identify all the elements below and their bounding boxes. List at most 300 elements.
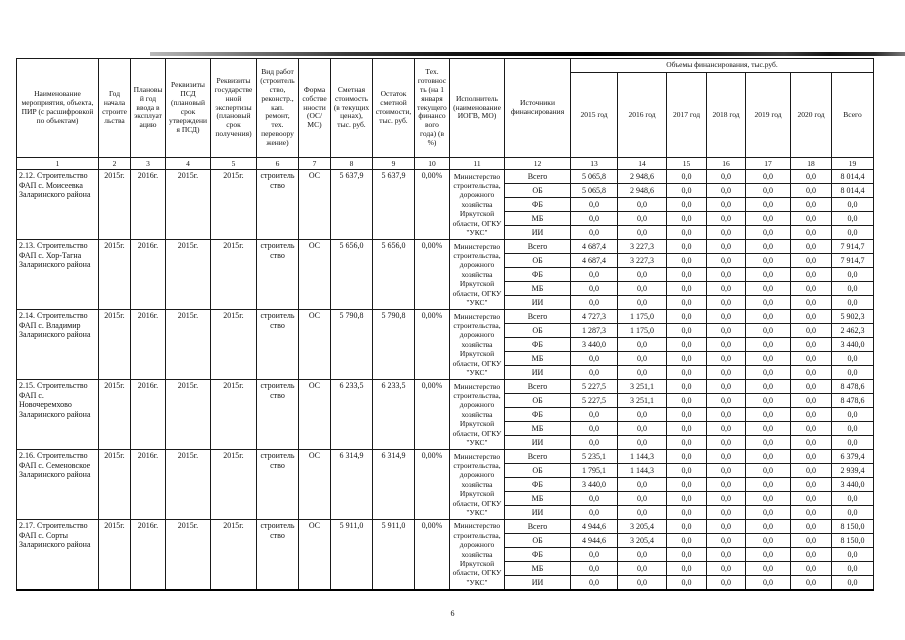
cell-funding-value: 0,0	[791, 562, 832, 576]
cell-funding-value: 0,0	[832, 282, 874, 296]
cell-funding-value: 0,0	[746, 408, 791, 422]
cell-funding-value: 0,0	[791, 310, 832, 324]
cell-funding-value: 0,0	[667, 170, 707, 184]
cell-funding-value: 0,0	[832, 226, 874, 240]
cell-funding-value: 0,0	[667, 282, 707, 296]
cell-funding-value: 0,0	[746, 170, 791, 184]
cell-year-start: 2015г.	[99, 380, 131, 450]
cell-funding-value: 0,0	[707, 394, 746, 408]
cell-funding-value: 0,0	[707, 576, 746, 590]
cell-funding-value: 3 440,0	[832, 478, 874, 492]
cell-funding-value: 0,0	[707, 450, 746, 464]
cell-funding-value: 3 251,1	[618, 394, 667, 408]
cell-funding-value: 0,0	[571, 296, 618, 310]
cell-funding-value: 0,0	[746, 576, 791, 590]
cell-funding-value: 0,0	[791, 282, 832, 296]
cell-name: 2.12. Строительство ФАП с. Моисеевка Заларинского района	[17, 170, 99, 240]
cell-funding-source: МБ	[505, 422, 571, 436]
cell-funding-value: 0,0	[707, 506, 746, 520]
cell-funding-value: 0,0	[791, 380, 832, 394]
col-number: 18	[791, 158, 832, 170]
cell-work-type: строительство	[257, 450, 299, 520]
cell-year-start: 2015г.	[99, 170, 131, 240]
cell-funding-value: 0,0	[832, 576, 874, 590]
cell-funding-value: 0,0	[791, 226, 832, 240]
cell-funding-value: 0,0	[618, 562, 667, 576]
cell-funding-value: 0,0	[832, 562, 874, 576]
financing-band-header: Объемы финансирования, тыс.руб.	[571, 59, 874, 73]
col-number: 17	[746, 158, 791, 170]
cell-funding-value: 0,0	[667, 212, 707, 226]
cell-funding-value: 0,0	[618, 198, 667, 212]
cell-funding-value: 0,0	[707, 184, 746, 198]
cell-estimated-cost: 6 314,9	[331, 450, 373, 520]
cell-ownership: ОС	[299, 310, 331, 380]
cell-readiness: 0,00%	[415, 450, 450, 520]
cell-funding-value: 0,0	[746, 268, 791, 282]
cell-funding-value: 3 440,0	[571, 478, 618, 492]
cell-funding-source: ИИ	[505, 436, 571, 450]
cell-funding-value: 0,0	[746, 184, 791, 198]
cell-funding-value: 0,0	[571, 212, 618, 226]
col-number: 8	[331, 158, 373, 170]
cell-funding-source: ИИ	[505, 506, 571, 520]
cell-funding-value: 0,0	[746, 562, 791, 576]
cell-funding-value: 0,0	[707, 338, 746, 352]
cell-funding-value: 0,0	[667, 366, 707, 380]
col-header-executor: Исполнитель (наименование ИОГВ, МО)	[450, 59, 505, 158]
cell-funding-value: 0,0	[707, 296, 746, 310]
cell-readiness: 0,00%	[415, 380, 450, 450]
cell-funding-value: 0,0	[618, 506, 667, 520]
cell-funding-value: 5 227,5	[571, 394, 618, 408]
cell-funding-value: 0,0	[832, 296, 874, 310]
col-number: 2	[99, 158, 131, 170]
cell-expertise-deadline: 2015г.	[211, 520, 257, 590]
cell-funding-value: 0,0	[667, 464, 707, 478]
cell-funding-value: 1 144,3	[618, 450, 667, 464]
cell-funding-value: 0,0	[618, 366, 667, 380]
col-header-work-type: Вид работ (строительство, реконстр., кап. ремонт, тех. перевооружение)	[257, 59, 299, 158]
cell-funding-source: Всего	[505, 170, 571, 184]
cell-funding-source: Всего	[505, 520, 571, 534]
cell-funding-value: 0,0	[832, 268, 874, 282]
cell-ownership: ОС	[299, 450, 331, 520]
cell-funding-value: 0,0	[746, 380, 791, 394]
cell-funding-value: 0,0	[791, 338, 832, 352]
col-header-total: Всего	[832, 73, 874, 158]
cell-funding-value: 0,0	[667, 506, 707, 520]
cell-year-commission: 2016г.	[131, 310, 166, 380]
col-header-2016: 2016 год	[618, 73, 667, 158]
cell-funding-value: 0,0	[667, 408, 707, 422]
cell-funding-value: 0,0	[746, 240, 791, 254]
column-number-row	[17, 158, 874, 170]
cell-funding-value: 8 478,6	[832, 394, 874, 408]
cell-funding-value: 2 948,6	[618, 184, 667, 198]
cell-funding-value: 0,0	[571, 282, 618, 296]
cell-funding-value: 0,0	[667, 198, 707, 212]
cell-funding-value: 0,0	[618, 548, 667, 562]
cell-funding-value: 0,0	[707, 240, 746, 254]
cell-funding-value: 0,0	[746, 310, 791, 324]
cell-funding-value: 0,0	[746, 464, 791, 478]
cell-funding-value: 6 379,4	[832, 450, 874, 464]
cell-funding-value: 0,0	[746, 548, 791, 562]
cell-funding-value: 0,0	[832, 422, 874, 436]
cell-funding-value: 0,0	[571, 576, 618, 590]
cell-funding-value: 0,0	[791, 352, 832, 366]
cell-executor: Министерство строительства, дорожного хозяйства Иркутской области, ОГКУ "УКС"	[450, 240, 505, 310]
cell-funding-value: 0,0	[791, 268, 832, 282]
cell-funding-value: 0,0	[667, 422, 707, 436]
cell-funding-value: 0,0	[571, 366, 618, 380]
cell-funding-value: 0,0	[618, 436, 667, 450]
cell-funding-value: 0,0	[571, 562, 618, 576]
cell-funding-source: МБ	[505, 562, 571, 576]
cell-funding-value: 4 944,6	[571, 534, 618, 548]
col-number: 14	[618, 158, 667, 170]
cell-name: 2.15. Строительство ФАП с. Новочеремхово Заларинского района	[17, 380, 99, 450]
cell-funding-value: 0,0	[746, 366, 791, 380]
col-header-remaining-cost: Остаток сметной стоимости, тыс. руб.	[373, 59, 415, 158]
cell-year-start: 2015г.	[99, 520, 131, 590]
table-row	[17, 170, 874, 184]
cell-funding-value: 5 235,1	[571, 450, 618, 464]
cell-funding-source: ОБ	[505, 534, 571, 548]
cell-work-type: строительство	[257, 380, 299, 450]
cell-funding-source: Всего	[505, 380, 571, 394]
cell-funding-value: 5 065,8	[571, 170, 618, 184]
col-number: 4	[166, 158, 211, 170]
cell-funding-value: 0,0	[571, 198, 618, 212]
cell-funding-source: МБ	[505, 492, 571, 506]
cell-funding-value: 0,0	[667, 534, 707, 548]
cell-year-start: 2015г.	[99, 240, 131, 310]
cell-funding-value: 0,0	[746, 254, 791, 268]
cell-funding-value: 0,0	[791, 296, 832, 310]
cell-funding-value: 0,0	[571, 492, 618, 506]
cell-funding-source: Всего	[505, 310, 571, 324]
cell-funding-value: 0,0	[746, 212, 791, 226]
scan-artifact-line	[150, 52, 905, 56]
cell-estimated-cost: 5 656,0	[331, 240, 373, 310]
cell-funding-value: 3 205,4	[618, 534, 667, 548]
cell-funding-value: 0,0	[618, 492, 667, 506]
cell-funding-value: 7 914,7	[832, 240, 874, 254]
cell-funding-value: 0,0	[707, 520, 746, 534]
cell-funding-source: ИИ	[505, 366, 571, 380]
cell-funding-source: ФБ	[505, 268, 571, 282]
cell-funding-value: 0,0	[746, 226, 791, 240]
cell-name: 2.14. Строительство ФАП с. Владимир Заларинского района	[17, 310, 99, 380]
cell-funding-value: 0,0	[707, 478, 746, 492]
cell-estimated-cost: 5 637,9	[331, 170, 373, 240]
cell-estimated-cost: 6 233,5	[331, 380, 373, 450]
cell-funding-value: 0,0	[667, 548, 707, 562]
cell-funding-value: 4 944,6	[571, 520, 618, 534]
table-body	[17, 170, 874, 590]
col-header-name: Наименование мероприятия, объекта, ПИР (с расшифровкой по объектам)	[17, 59, 99, 158]
cell-year-commission: 2016г.	[131, 380, 166, 450]
cell-funding-value: 0,0	[618, 576, 667, 590]
cell-funding-value: 0,0	[791, 422, 832, 436]
cell-funding-source: ИИ	[505, 576, 571, 590]
cell-year-commission: 2016г.	[131, 240, 166, 310]
cell-expertise-deadline: 2015г.	[211, 380, 257, 450]
cell-funding-value: 0,0	[667, 562, 707, 576]
col-number: 5	[211, 158, 257, 170]
cell-funding-value: 1 144,3	[618, 464, 667, 478]
cell-executor: Министерство строительства, дорожного хозяйства Иркутской области, ОГКУ "УКС"	[450, 450, 505, 520]
cell-remaining-cost: 5 790,8	[373, 310, 415, 380]
cell-funding-value: 0,0	[791, 324, 832, 338]
cell-funding-value: 0,0	[707, 254, 746, 268]
cell-funding-value: 0,0	[667, 296, 707, 310]
cell-funding-value: 1 175,0	[618, 310, 667, 324]
cell-funding-value: 8 014,4	[832, 170, 874, 184]
cell-funding-value: 0,0	[791, 240, 832, 254]
cell-funding-value: 0,0	[791, 464, 832, 478]
cell-funding-value: 0,0	[791, 492, 832, 506]
cell-funding-value: 1 287,3	[571, 324, 618, 338]
cell-estimated-cost: 5 911,0	[331, 520, 373, 590]
cell-funding-value: 0,0	[791, 534, 832, 548]
col-header-2019: 2019 год	[746, 73, 791, 158]
cell-funding-value: 4 727,3	[571, 310, 618, 324]
cell-ownership: ОС	[299, 240, 331, 310]
cell-year-start: 2015г.	[99, 310, 131, 380]
cell-funding-value: 0,0	[667, 436, 707, 450]
col-header-funding-sources: Источники финансирования	[505, 59, 571, 158]
cell-funding-value: 0,0	[571, 422, 618, 436]
cell-ownership: ОС	[299, 170, 331, 240]
cell-funding-value: 0,0	[707, 352, 746, 366]
cell-remaining-cost: 5 637,9	[373, 170, 415, 240]
cell-funding-value: 0,0	[791, 520, 832, 534]
cell-funding-value: 0,0	[618, 352, 667, 366]
cell-remaining-cost: 6 233,5	[373, 380, 415, 450]
table-row	[17, 450, 874, 464]
cell-readiness: 0,00%	[415, 170, 450, 240]
col-header-estimated-cost: Сметная стоимость (в текущих ценах), тыс. руб.	[331, 59, 373, 158]
cell-funding-value: 0,0	[707, 408, 746, 422]
cell-funding-source: ОБ	[505, 184, 571, 198]
cell-expertise-deadline: 2015г.	[211, 240, 257, 310]
col-header-2018: 2018 год	[707, 73, 746, 158]
cell-funding-value: 0,0	[707, 170, 746, 184]
col-number: 6	[257, 158, 299, 170]
cell-executor: Министерство строительства, дорожного хозяйства Иркутской области, ОГКУ "УКС"	[450, 520, 505, 590]
cell-funding-value: 2 948,6	[618, 170, 667, 184]
cell-funding-value: 0,0	[707, 198, 746, 212]
cell-funding-value: 0,0	[618, 478, 667, 492]
cell-name: 2.13. Строительство ФАП с. Хор-Тагна Заларинского района	[17, 240, 99, 310]
cell-funding-value: 1 795,1	[571, 464, 618, 478]
cell-funding-value: 0,0	[746, 520, 791, 534]
cell-funding-value: 4 687,4	[571, 254, 618, 268]
cell-funding-source: МБ	[505, 282, 571, 296]
cell-funding-value: 0,0	[832, 366, 874, 380]
col-number: 7	[299, 158, 331, 170]
col-number: 3	[131, 158, 166, 170]
cell-remaining-cost: 6 314,9	[373, 450, 415, 520]
cell-funding-value: 0,0	[571, 506, 618, 520]
cell-funding-value: 0,0	[667, 576, 707, 590]
cell-funding-value: 0,0	[618, 338, 667, 352]
cell-funding-value: 0,0	[791, 254, 832, 268]
cell-funding-value: 0,0	[707, 226, 746, 240]
cell-funding-value: 0,0	[791, 170, 832, 184]
cell-funding-value: 0,0	[707, 562, 746, 576]
cell-funding-value: 0,0	[667, 268, 707, 282]
cell-readiness: 0,00%	[415, 520, 450, 590]
table-row	[17, 380, 874, 394]
cell-psd-deadline: 2015г.	[166, 380, 211, 450]
cell-funding-value: 0,0	[707, 380, 746, 394]
col-number: 19	[832, 158, 874, 170]
cell-funding-value: 0,0	[571, 268, 618, 282]
cell-year-start: 2015г.	[99, 450, 131, 520]
cell-funding-value: 0,0	[746, 296, 791, 310]
cell-funding-value: 0,0	[707, 324, 746, 338]
cell-funding-value: 8 150,0	[832, 534, 874, 548]
cell-funding-value: 0,0	[667, 380, 707, 394]
cell-funding-value: 0,0	[707, 268, 746, 282]
cell-funding-value: 8 478,6	[832, 380, 874, 394]
col-number: 9	[373, 158, 415, 170]
cell-work-type: строительство	[257, 520, 299, 590]
cell-funding-value: 0,0	[667, 184, 707, 198]
cell-funding-value: 0,0	[791, 548, 832, 562]
cell-funding-value: 0,0	[667, 324, 707, 338]
col-header-year-start: Год начала строительства	[99, 59, 131, 158]
cell-funding-value: 0,0	[667, 226, 707, 240]
cell-funding-value: 0,0	[707, 422, 746, 436]
cell-funding-value: 0,0	[832, 198, 874, 212]
col-number: 13	[571, 158, 618, 170]
cell-psd-deadline: 2015г.	[166, 240, 211, 310]
cell-funding-value: 0,0	[667, 492, 707, 506]
cell-funding-value: 0,0	[707, 366, 746, 380]
cell-funding-source: ФБ	[505, 198, 571, 212]
cell-funding-value: 0,0	[667, 254, 707, 268]
cell-funding-value: 0,0	[791, 408, 832, 422]
cell-funding-source: ИИ	[505, 226, 571, 240]
cell-funding-value: 0,0	[618, 282, 667, 296]
cell-funding-value: 3 227,3	[618, 240, 667, 254]
cell-funding-value: 0,0	[791, 394, 832, 408]
cell-funding-value: 0,0	[618, 408, 667, 422]
cell-remaining-cost: 5 656,0	[373, 240, 415, 310]
cell-funding-value: 0,0	[832, 506, 874, 520]
cell-funding-value: 0,0	[832, 352, 874, 366]
cell-name: 2.17. Строительство ФАП с. Сорты Заларинского района	[17, 520, 99, 590]
cell-funding-value: 0,0	[707, 534, 746, 548]
col-header-year-commission: Плановый год ввода в эксплуатацию	[131, 59, 166, 158]
col-number: 12	[505, 158, 571, 170]
cell-funding-value: 0,0	[667, 338, 707, 352]
cell-funding-source: МБ	[505, 352, 571, 366]
table-row	[17, 520, 874, 534]
cell-funding-value: 0,0	[571, 548, 618, 562]
cell-funding-value: 0,0	[618, 422, 667, 436]
cell-funding-value: 0,0	[746, 436, 791, 450]
cell-funding-value: 2 462,3	[832, 324, 874, 338]
cell-funding-value: 7 914,7	[832, 254, 874, 268]
cell-funding-value: 0,0	[707, 436, 746, 450]
cell-funding-value: 0,0	[571, 408, 618, 422]
cell-work-type: строительство	[257, 170, 299, 240]
page-number: 6	[450, 609, 455, 618]
col-number: 16	[707, 158, 746, 170]
cell-funding-value: 5 065,8	[571, 184, 618, 198]
cell-work-type: строительство	[257, 240, 299, 310]
cell-funding-value: 0,0	[571, 436, 618, 450]
cell-executor: Министерство строительства, дорожного хозяйства Иркутской области, ОГКУ "УКС"	[450, 310, 505, 380]
cell-funding-value: 5 902,3	[832, 310, 874, 324]
cell-funding-value: 0,0	[832, 436, 874, 450]
cell-funding-value: 0,0	[746, 324, 791, 338]
cell-funding-value: 0,0	[791, 450, 832, 464]
cell-funding-value: 0,0	[791, 506, 832, 520]
col-header-psd: Реквизиты ПСД (плановый срок утверждения ПСД)	[166, 59, 211, 158]
cell-funding-value: 0,0	[707, 282, 746, 296]
cell-funding-source: ФБ	[505, 408, 571, 422]
cell-funding-value: 0,0	[707, 212, 746, 226]
col-header-2017: 2017 год	[667, 73, 707, 158]
cell-funding-source: Всего	[505, 240, 571, 254]
cell-funding-value: 0,0	[746, 394, 791, 408]
cell-expertise-deadline: 2015г.	[211, 310, 257, 380]
cell-funding-value: 0,0	[791, 436, 832, 450]
cell-funding-source: ОБ	[505, 394, 571, 408]
cell-funding-value: 0,0	[618, 212, 667, 226]
cell-funding-value: 0,0	[746, 198, 791, 212]
col-header-2015: 2015 год	[571, 73, 618, 158]
cell-funding-value: 0,0	[832, 492, 874, 506]
cell-funding-value: 0,0	[667, 394, 707, 408]
financing-table	[16, 58, 874, 591]
cell-funding-value: 0,0	[667, 478, 707, 492]
cell-funding-value: 0,0	[618, 226, 667, 240]
cell-work-type: строительство	[257, 310, 299, 380]
cell-psd-deadline: 2015г.	[166, 170, 211, 240]
cell-remaining-cost: 5 911,0	[373, 520, 415, 590]
cell-funding-value: 0,0	[746, 506, 791, 520]
cell-funding-value: 8 014,4	[832, 184, 874, 198]
cell-funding-value: 4 687,4	[571, 240, 618, 254]
cell-funding-value: 0,0	[746, 534, 791, 548]
cell-funding-source: ФБ	[505, 338, 571, 352]
table-row	[17, 310, 874, 324]
col-header-ownership: Форма собственности (ОС/МС)	[299, 59, 331, 158]
cell-funding-value: 0,0	[667, 450, 707, 464]
cell-funding-value: 0,0	[707, 464, 746, 478]
cell-funding-source: ОБ	[505, 254, 571, 268]
cell-funding-source: ОБ	[505, 324, 571, 338]
col-header-expertise: Реквизиты государственной экспертизы (плановый срок получения)	[211, 59, 257, 158]
cell-ownership: ОС	[299, 380, 331, 450]
cell-funding-value: 0,0	[618, 268, 667, 282]
cell-year-commission: 2016г.	[131, 450, 166, 520]
cell-psd-deadline: 2015г.	[166, 450, 211, 520]
cell-executor: Министерство строительства, дорожного хозяйства Иркутской области, ОГКУ "УКС"	[450, 380, 505, 450]
cell-funding-value: 0,0	[707, 492, 746, 506]
cell-funding-value: 0,0	[667, 352, 707, 366]
cell-funding-value: 3 440,0	[571, 338, 618, 352]
cell-funding-value: 0,0	[707, 310, 746, 324]
